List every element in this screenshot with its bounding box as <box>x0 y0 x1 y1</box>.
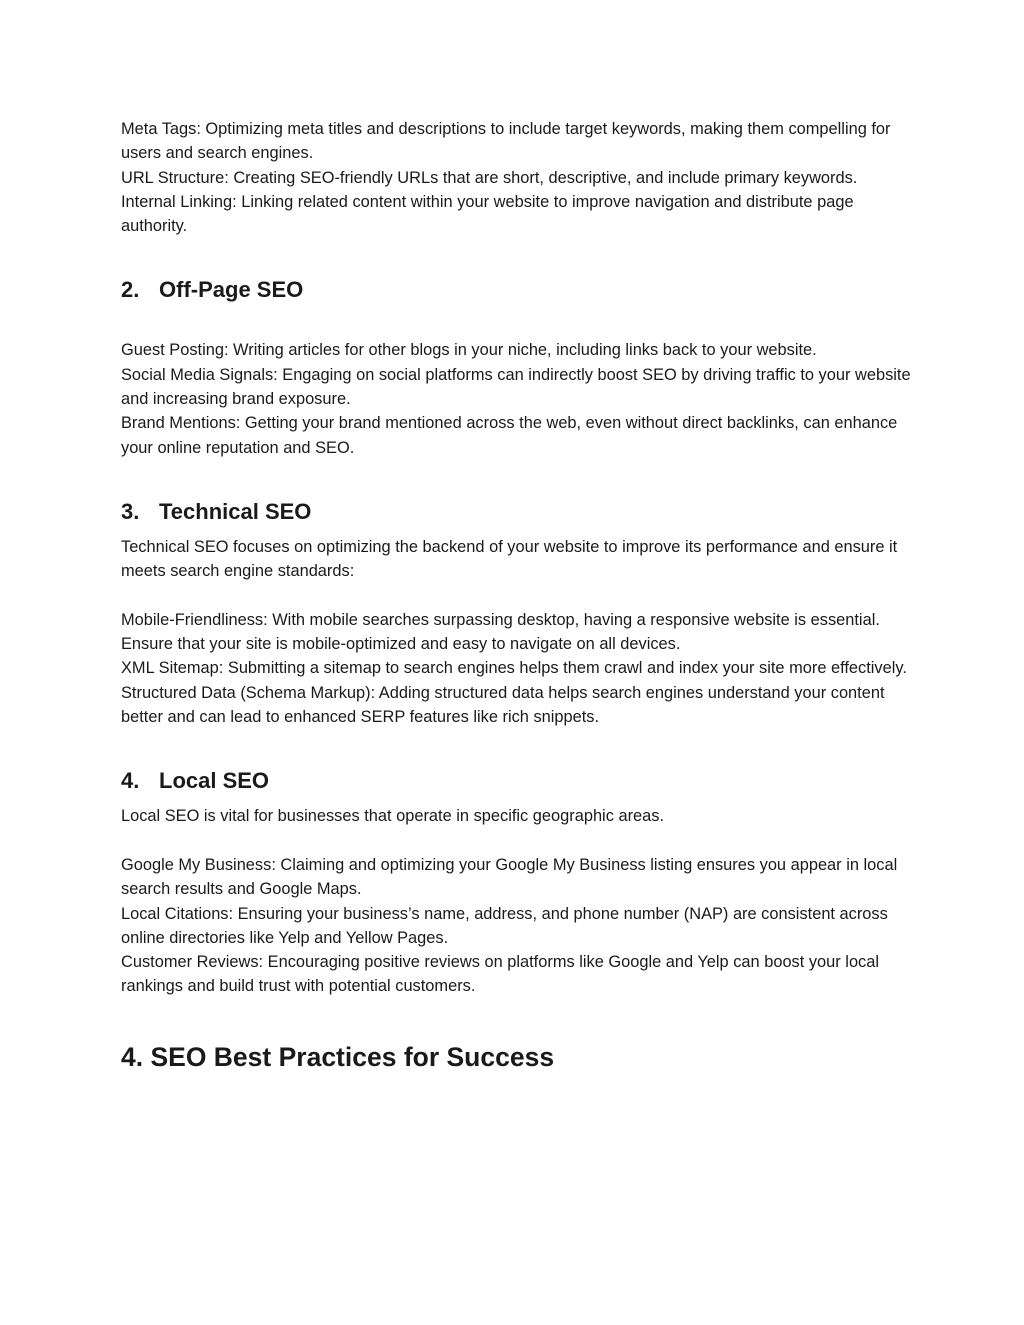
customer-reviews-paragraph: Customer Reviews: Encouraging positive reviews on platforms like Google and Yelp can boost your local rankings and build trust with potential customers. <box>121 953 880 996</box>
local-heading-title: Local SEO <box>159 768 270 794</box>
offpage-heading <box>121 276 911 304</box>
local-citations-paragraph: Local Citations: Ensuring your business’s name, address, and phone number (NAP) are consistent across online directories like Yelp and Yellow Pages. <box>121 904 888 947</box>
guest-posting-paragraph: Guest Posting: Writing articles for other blogs in your niche, including links back to your website. <box>121 341 817 360</box>
xml-sitemap-paragraph: XML Sitemap: Submitting a sitemap to search engines helps them crawl and index your site more effectively. <box>121 659 907 678</box>
mobile-friendliness-paragraph: Mobile-Friendliness: With mobile searches surpassing desktop, having a responsive website is essential. Ensure that your site is mobile-optimized and easy to navigate on all devices. <box>121 610 880 654</box>
local-intro-paragraph: Local SEO is vital for businesses that operate in specific geographic areas. <box>121 807 665 826</box>
social-signals-paragraph: Social Media Signals: Engaging on social platforms can indirectly boost SEO by driving traffic to your website and increasing brand exposure. <box>121 365 911 409</box>
technical-heading <box>121 498 911 526</box>
technical-intro-paragraph: Technical SEO focuses on optimizing the backend of your website to improve its performance and ensure it meets search engine standards: <box>121 537 898 581</box>
local-heading-number: 4. <box>121 768 140 794</box>
offpage-heading-title: Off-Page SEO <box>159 277 304 303</box>
meta-tags-paragraph: Meta Tags: Optimizing meta titles and descriptions to include target keywords, making them compelling for users and search engines. <box>121 120 891 163</box>
document-page <box>121 117 911 1073</box>
google-my-business-paragraph: Google My Business: Claiming and optimizing your Google My Business listing ensures you appear in local search results and Google Maps. <box>121 855 898 899</box>
internal-linking-paragraph: Internal Linking: Linking related content within your website to improve navigation and distribute page authority. <box>121 192 854 236</box>
local-heading <box>121 767 911 795</box>
brand-mentions-paragraph: Brand Mentions: Getting your brand mentioned across the web, even without direct backlinks, can enhance your online reputation and SEO. <box>121 414 898 457</box>
technical-heading-title: Technical SEO <box>159 498 312 524</box>
offpage-heading-number: 2. <box>121 277 140 303</box>
technical-heading-number: 3. <box>121 498 140 524</box>
structured-data-paragraph: Structured Data (Schema Markup): Adding structured data helps search engines understand your content better and can lead to enhanced SERP features like rich snippets. <box>121 683 885 727</box>
url-structure-paragraph: URL Structure: Creating SEO-friendly URLs that are short, descriptive, and include primary keywords. <box>121 168 858 187</box>
best-practices-heading: 4. SEO Best Practices for Success <box>121 1041 555 1072</box>
